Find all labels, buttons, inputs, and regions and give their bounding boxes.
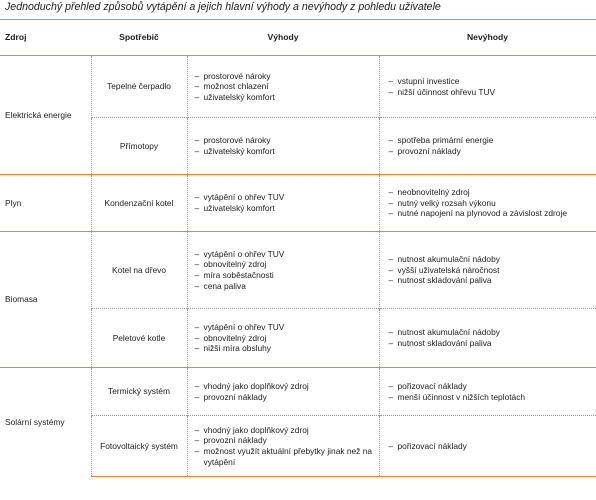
advantage-item: – míra soběstačnosti [195,270,379,281]
disadvantage-item: – provozní náklady [389,146,596,157]
disadvantages-list [389,135,596,156]
header-disadvantages: Nevýhody [379,20,596,56]
disadvantages-list [389,327,596,348]
table-body [0,56,596,477]
consumer-cell: Peletové kotle [91,309,187,368]
advantages-list [195,135,379,156]
disadvantage-item: – nutnost akumulační nádoby [389,327,596,338]
consumer-cell: Termický systém [91,368,187,416]
advantage-item: – možnost chlazení [195,81,379,92]
advantages-cell [187,118,379,175]
disadvantages-list [389,76,596,97]
advantage-item: – vytápění o ohřev TUV [195,322,379,333]
table-caption: Jednoduchý přehled způsobů vytápění a jejich hlavní výhody a nevýhody z pohledu uživatele [5,1,441,13]
disadvantages-cell [379,232,596,309]
consumer-cell: Tepelné čerpadlo [91,56,187,118]
advantages-list [195,249,379,291]
disadvantages-list [389,187,596,219]
advantages-cell [187,368,379,416]
advantages-cell [187,309,379,368]
consumer-cell: Kondenzační kotel [91,175,187,232]
advantage-item: – prostorové nároky [195,135,379,146]
disadvantages-cell [379,416,596,477]
source-cell: Solární systémy [0,368,91,477]
disadvantage-item: – nutný velký rozsah výkonu [389,198,596,209]
advantage-item: – uživatelský komfort [195,146,379,157]
source-cell: Plyn [0,175,91,232]
header-source: Zdroj [0,20,91,56]
advantages-list [195,381,379,402]
disadvantage-item: – vyšší uživatelská náročnost [389,265,596,276]
table-row [0,175,596,232]
consumer-cell: Fotovoltaický systém [91,416,187,477]
disadvantage-item: – pořizovací náklady [389,441,596,452]
advantage-item: – prostorové nároky [195,71,379,82]
disadvantage-item: – menší účinnost v nižších teplotách [389,392,596,403]
advantage-item: – cena paliva [195,281,379,292]
disadvantages-list [389,381,596,402]
advantage-item: – obnovitelný zdroj [195,259,379,270]
advantage-item: – provozní náklady [195,392,379,403]
advantages-cell [187,416,379,477]
advantages-list [195,192,379,213]
disadvantage-item: – spotřeba primární energie [389,135,596,146]
advantage-item: – vhodný jako doplňkový zdroj [195,381,379,392]
disadvantage-item: – neobnovitelný zdroj [389,187,596,198]
advantage-item: – vytápění o ohřev TUV [195,249,379,260]
disadvantage-item: – nutnost akumulační nádoby [389,254,596,265]
disadvantage-item: – nižší účinnost ohřevu TUV [389,87,596,98]
advantage-item: – vhodný jako doplňkový zdroj [195,425,379,436]
header-row [0,20,596,56]
advantage-item: – uživatelský komfort [195,203,379,214]
advantage-item: – provozní náklady [195,435,379,446]
disadvantages-cell [379,118,596,175]
disadvantage-item: – nutnost skladování paliva [389,338,596,349]
table-row [0,56,596,118]
advantages-cell [187,232,379,309]
source-cell: Biomasa [0,232,91,368]
heating-comparison-table [0,19,596,477]
advantages-cell [187,56,379,118]
advantage-item: – obnovitelný zdroj [195,333,379,344]
advantage-item: – uživatelský komfort [195,92,379,103]
consumer-cell: Přímotopy [91,118,187,175]
disadvantages-list [389,441,596,452]
table-header [0,20,596,56]
header-advantages: Výhody [187,20,379,56]
advantages-list [195,71,379,103]
advantages-list [195,322,379,354]
table-row [0,368,596,416]
advantages-cell [187,175,379,232]
consumer-cell: Kotel na dřevo [91,232,187,309]
disadvantage-item: – vstupní investice [389,76,596,87]
advantage-item: – nižší míra obsluhy [195,343,379,354]
disadvantages-cell [379,368,596,416]
source-cell: Elektrická energie [5,109,72,120]
table-row [0,232,596,309]
disadvantage-item: – pořizovací náklady [389,381,596,392]
disadvantages-list [389,254,596,286]
advantage-item: – vytápění o ohřev TUV [195,192,379,203]
disadvantages-cell [379,56,596,118]
advantages-list [195,425,379,467]
header-consumer: Spotřebič [91,20,187,56]
disadvantage-item: – nutnost skladování paliva [389,275,596,286]
disadvantages-cell [379,309,596,368]
disadvantage-item: – nutné napojení na plynovod a závislost zdroje [389,208,596,219]
advantage-item: – možnost využít aktuální přebytky jinak než na vytápění [195,446,379,467]
disadvantages-cell [379,175,596,232]
